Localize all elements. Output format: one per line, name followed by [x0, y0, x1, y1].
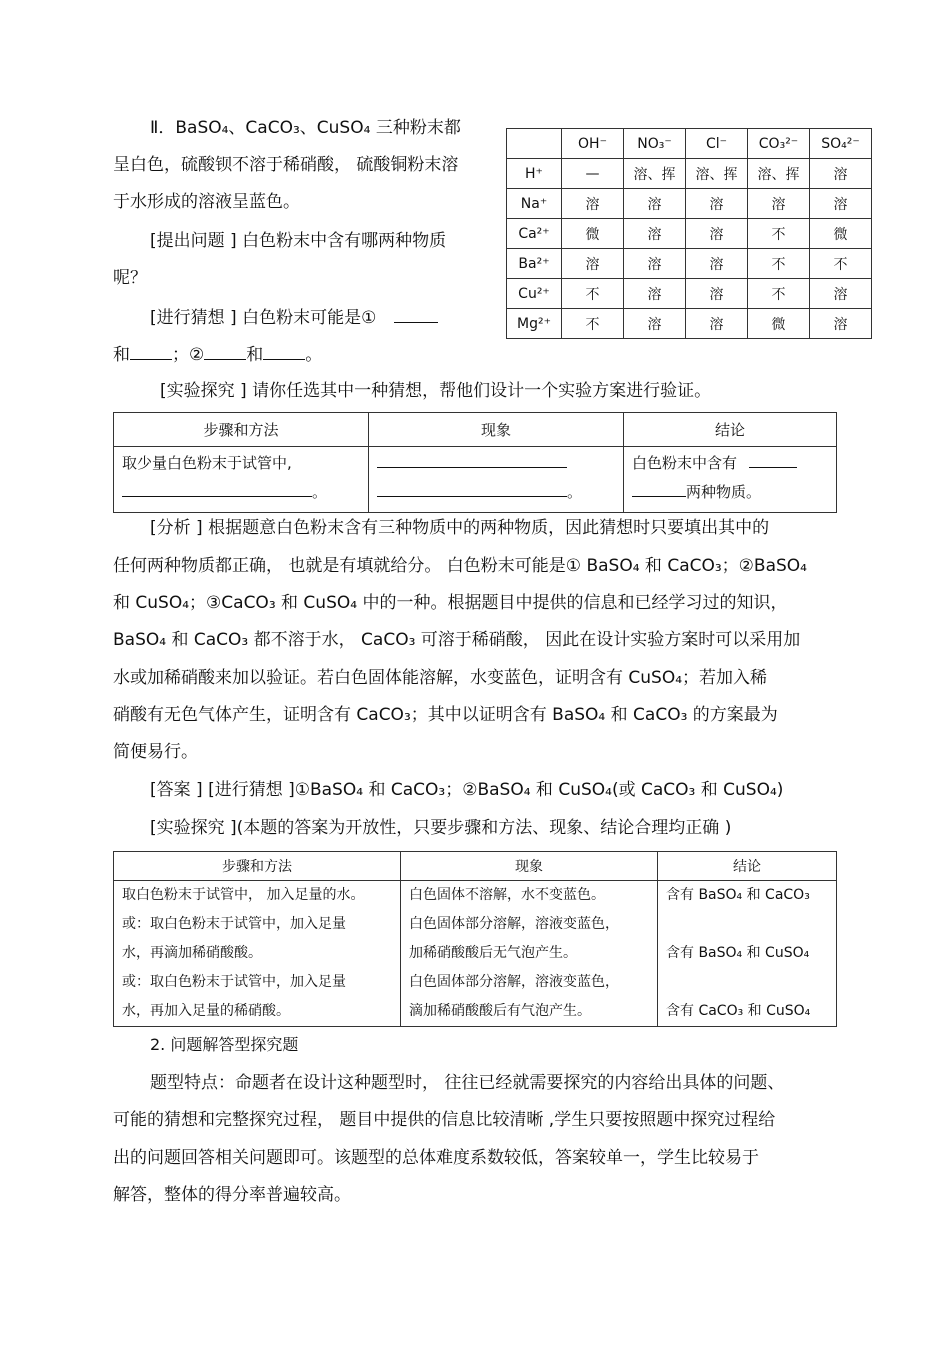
anion-header: CO₃²⁻	[748, 129, 810, 159]
answer-conclusion: 含有 CaCO₃ 和 CuSO₄	[666, 1003, 811, 1019]
guess-and-1: 和	[113, 345, 130, 365]
solubility-cell: 溶	[624, 309, 686, 339]
solubility-corner	[507, 129, 562, 159]
guess-sep: ；②	[172, 345, 205, 365]
intro-line-1: Ⅱ．BaSO₄、CaCO₃、CuSO₄ 三种粉末都	[150, 118, 461, 138]
answer-line-2: [实验探究 ](本题的答案为开放性，只要步骤和方法、现象、结论合理均正确 )	[150, 818, 732, 838]
solubility-cell: 微	[810, 219, 872, 249]
answer-phenomenon: 滴加稀硝酸酸后有气泡产生。	[409, 1003, 591, 1019]
answer-conclusion: 含有 BaSO₄ 和 CaCO₃	[666, 887, 810, 903]
solubility-cell: 不	[748, 279, 810, 309]
phenomenon-period: 。	[567, 483, 583, 501]
conclusion-text-a: 白色粉末中含有	[632, 454, 738, 472]
solubility-cell: 溶	[686, 189, 748, 219]
cation-label: Mg²⁺	[507, 309, 562, 339]
answer-conclusions-cell	[658, 881, 837, 1027]
conclusion-text-b: 两种物质。	[686, 483, 762, 501]
solubility-cell: 微	[562, 219, 624, 249]
experiment-table	[113, 412, 837, 513]
guess-blank-3[interactable]	[204, 343, 246, 360]
solubility-cell: 溶	[810, 309, 872, 339]
solubility-cell: 不	[748, 219, 810, 249]
answer-step: 水，再加入足量的稀硝酸。	[122, 1003, 290, 1019]
experiment-header: 结论	[624, 413, 837, 447]
conclusion-line-1	[632, 449, 836, 478]
answer-step: 或：取白色粉末于试管中，加入足量	[122, 916, 346, 932]
solubility-cell: 溶、挥	[748, 159, 810, 189]
solubility-cell: 溶、挥	[686, 159, 748, 189]
answer-header-row	[114, 852, 837, 881]
solubility-cell: 溶、挥	[624, 159, 686, 189]
solubility-cell: 溶	[624, 219, 686, 249]
experiment-step-fill	[122, 478, 368, 507]
experiment-header: 现象	[369, 413, 624, 447]
solubility-row	[507, 159, 872, 189]
analysis-line: 硝酸有无色气体产生，证明含有 CaCO₃；其中以证明含有 BaSO₄ 和 CaCO₃ 的方案最为	[113, 705, 778, 725]
solubility-cell: 溶	[686, 249, 748, 279]
answer-step: 水，再滴加稀硝酸酸。	[122, 945, 262, 961]
solubility-row	[507, 279, 872, 309]
solubility-cell: 不	[748, 249, 810, 279]
solubility-cell: 不	[562, 279, 624, 309]
phenomenon-blank-2[interactable]	[377, 480, 567, 497]
solubility-cell: 溶	[748, 189, 810, 219]
answer-step: 或：取白色粉末于试管中，加入足量	[122, 974, 346, 990]
experiment-header: 步骤和方法	[114, 413, 369, 447]
section-2-line: 出的问题回答相关问题即可。该题型的总体难度系数较低，答案较单一，学生比较易于	[113, 1148, 759, 1168]
answer-conclusion: 含有 BaSO₄ 和 CuSO₄	[666, 945, 810, 961]
guess-line-1	[150, 306, 438, 328]
intro-line-3: 于水形成的溶液呈蓝色。	[113, 192, 300, 212]
solubility-cell: 溶	[562, 189, 624, 219]
answer-phenomenon: 加稀硝酸酸后无气泡产生。	[409, 945, 577, 961]
guess-end: 。	[305, 345, 323, 365]
question-line-1: [提出问题 ] 白色粉末中含有哪两种物质	[150, 231, 447, 251]
answer-header: 现象	[401, 852, 658, 881]
explore-line: [实验探究 ] 请你任选其中一种猜想，帮他们设计一个实验方案进行验证。	[160, 381, 712, 401]
conclusion-line-2	[632, 478, 836, 507]
answer-steps-cell	[114, 881, 401, 1027]
analysis-line: 简便易行。	[113, 742, 198, 762]
question-line-2: 呢？	[113, 268, 147, 288]
solubility-cell: 溶	[686, 309, 748, 339]
answer-conclusion	[666, 910, 836, 939]
solubility-row	[507, 219, 872, 249]
solubility-row	[507, 309, 872, 339]
anion-header: NO₃⁻	[624, 129, 686, 159]
solubility-cell: 溶	[810, 159, 872, 189]
solubility-cell: —	[562, 159, 624, 189]
section-2-line: 题型特点：命题者在设计这种题型时， 往往已经就需要探究的内容给出具体的问题、	[150, 1073, 785, 1093]
cation-label: Cu²⁺	[507, 279, 562, 309]
answer-line-1: [答案 ] [进行猜想 ]①BaSO₄ 和 CaCO₃；②BaSO₄ 和 CuSO₄(或 CaCO₃ 和 CuSO₄)	[150, 780, 784, 800]
solubility-cell: 溶	[562, 249, 624, 279]
section-2-title: 2. 问题解答型探究题	[150, 1035, 299, 1054]
experiment-step-blank[interactable]	[122, 480, 312, 497]
anion-header: SO₄²⁻	[810, 129, 872, 159]
analysis-line: 任何两种物质都正确， 也就是有填就给分。 白色粉末可能是① BaSO₄ 和 CaCO₃；②BaSO₄	[113, 556, 807, 576]
answer-phenomenon: 白色固体不溶解，水不变蓝色。	[409, 887, 605, 903]
section-2-line: 可能的猜想和完整探究过程， 题目中提供的信息比较清晰 ,学生只要按照题中探究过程给	[113, 1110, 776, 1130]
cation-label: Ca²⁺	[507, 219, 562, 249]
answer-header: 步骤和方法	[114, 852, 401, 881]
solubility-cell: 溶	[810, 189, 872, 219]
phenomenon-blank-1[interactable]	[377, 451, 567, 468]
section-2-line: 解答，整体的得分率普遍较高。	[113, 1185, 351, 1205]
answer-header: 结论	[658, 852, 837, 881]
answer-table	[113, 851, 837, 1027]
experiment-conclusion-cell	[624, 447, 837, 513]
phenomenon-line-2	[377, 478, 623, 507]
guess-line-2	[113, 343, 322, 365]
solubility-header-row	[507, 129, 872, 159]
solubility-cell: 不	[562, 309, 624, 339]
cation-label: Na⁺	[507, 189, 562, 219]
solubility-row	[507, 249, 872, 279]
solubility-cell: 溶	[686, 279, 748, 309]
solubility-cell: 溶	[810, 279, 872, 309]
guess-blank-4[interactable]	[263, 343, 305, 360]
experiment-step-text: 取少量白色粉末于试管中,	[122, 454, 292, 472]
answer-phenomenon: 白色固体部分溶解，溶液变蓝色，	[409, 916, 619, 932]
step-period: 。	[312, 483, 328, 501]
analysis-line: 和 CuSO₄；③CaCO₃ 和 CuSO₄ 中的一种。根据题目中提供的信息和已经学习过的知识，	[113, 593, 788, 613]
anion-header: Cl⁻	[686, 129, 748, 159]
solubility-table	[506, 128, 872, 339]
solubility-cell: 不	[810, 249, 872, 279]
conclusion-blank-2[interactable]	[632, 480, 686, 497]
cation-label: Ba²⁺	[507, 249, 562, 279]
analysis-line: BaSO₄ 和 CaCO₃ 都不溶于水， CaCO₃ 可溶于稀硝酸， 因此在设计实验方案时可以采用加	[113, 630, 801, 650]
answer-phenomenon: 白色固体部分溶解，溶液变蓝色，	[409, 974, 619, 990]
solubility-cell: 溶	[624, 189, 686, 219]
experiment-phenomenon-cell	[369, 447, 624, 513]
guess-text: [进行猜想 ] 白色粉末可能是①	[150, 308, 377, 328]
solubility-cell: 溶	[624, 279, 686, 309]
solubility-cell: 溶	[624, 249, 686, 279]
conclusion-blank-1[interactable]	[749, 451, 797, 468]
solubility-row	[507, 189, 872, 219]
experiment-row	[114, 447, 837, 513]
solubility-cell: 溶	[686, 219, 748, 249]
analysis-line: [分析 ] 根据题意白色粉末含有三种物质中的两种物质，因此猜想时只要填出其中的	[150, 518, 770, 538]
guess-blank-2[interactable]	[130, 343, 172, 360]
intro-line-2: 呈白色，硫酸钡不溶于稀硝酸， 硫酸铜粉末溶	[113, 155, 459, 175]
solubility-cell: 微	[748, 309, 810, 339]
cation-label: H⁺	[507, 159, 562, 189]
experiment-step-cell	[114, 447, 369, 513]
guess-blank-1[interactable]	[394, 306, 438, 323]
answer-row	[114, 881, 837, 1027]
phenomenon-line-1	[377, 449, 623, 478]
guess-and-2: 和	[246, 345, 264, 365]
answer-step: 取白色粉末于试管中， 加入足量的水。	[122, 887, 365, 903]
analysis-line: 水或加稀硝酸来加以验证。若白色固体能溶解，水变蓝色，证明含有 CuSO₄；若加入稀	[113, 668, 768, 688]
answer-conclusion	[666, 968, 836, 997]
experiment-header-row	[114, 413, 837, 447]
answer-phenomena-cell	[401, 881, 658, 1027]
anion-header: OH⁻	[562, 129, 624, 159]
